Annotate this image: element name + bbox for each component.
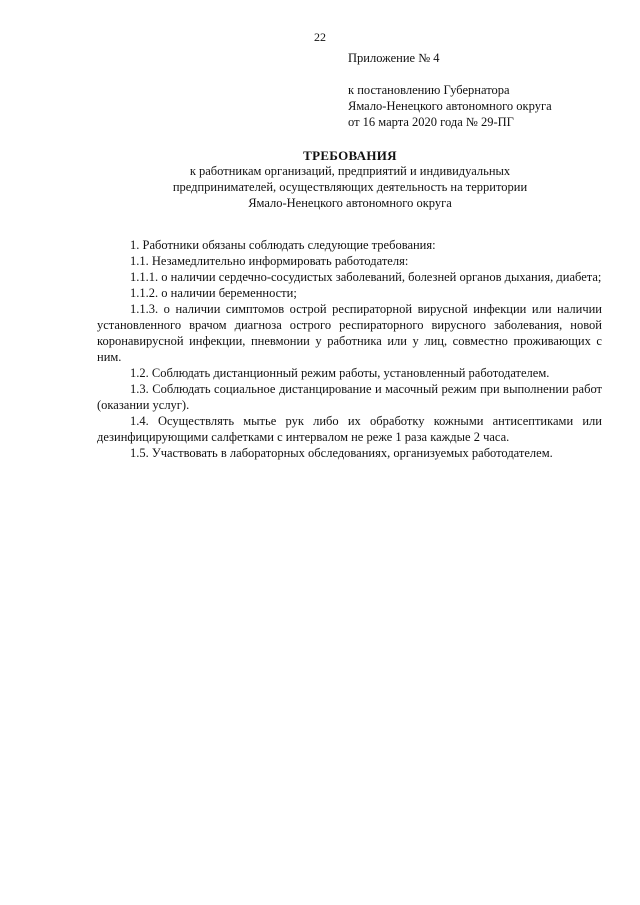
appendix-title: Приложение № 4: [348, 51, 440, 65]
appendix-reference: [348, 82, 552, 130]
appendix-line: к постановлению Губернатора: [348, 83, 510, 97]
document-heading: ТРЕБОВАНИЯ: [303, 148, 397, 163]
appendix-line: Ямало-Ненецкого автономного округа: [348, 99, 552, 113]
requirement-item: 1.2. Соблюдать дистанционный режим работы, установленный работодателем.: [130, 366, 550, 380]
requirement-item: 1.4. Осуществлять мытье рук либо их обработку кожными антисептиками или дезинфицирующими салфетками с интервалом не реже 1 раза каждые 2 часа.: [97, 414, 602, 444]
subtitle-line: к работникам организаций, предприятий и индивидуальных: [189, 164, 511, 178]
requirement-item: 1.5. Участвовать в лабораторных обследованиях, организуемых работодателем.: [130, 446, 553, 460]
requirements-list: [97, 237, 602, 461]
requirement-item: 1.1. Незамедлительно информировать работодателя:: [130, 254, 409, 268]
subtitle-line: предпринимателей, осуществляющих деятельность на территории: [172, 180, 528, 194]
document-subtitle: [0, 163, 640, 211]
requirement-item: 1.3. Соблюдать социальное дистанцирование и масочный режим при выполнении работ (оказании услуг).: [97, 382, 602, 412]
requirement-item: 1.1.2. о наличии беременности;: [130, 286, 297, 300]
requirement-item: 1.1.1. о наличии сердечно-сосудистых заболеваний, болезней органов дыхания, диабета;: [130, 270, 602, 284]
page-number: 22: [314, 30, 326, 44]
requirement-item: 1.1.3. о наличии симптомов острой респираторной вирусной инфекции или наличии установленного врачом диагноза острого респираторного вирусного заболевания, новой коронавирусной инфекции, пневмонии у работника или у лиц, совместно проживающих с ним.: [97, 302, 602, 364]
subtitle-line: Ямало-Ненецкого автономного округа: [248, 196, 452, 210]
appendix-line: от 16 марта 2020 года № 29-ПГ: [348, 115, 514, 129]
requirement-item: 1. Работники обязаны соблюдать следующие требования:: [130, 238, 436, 252]
